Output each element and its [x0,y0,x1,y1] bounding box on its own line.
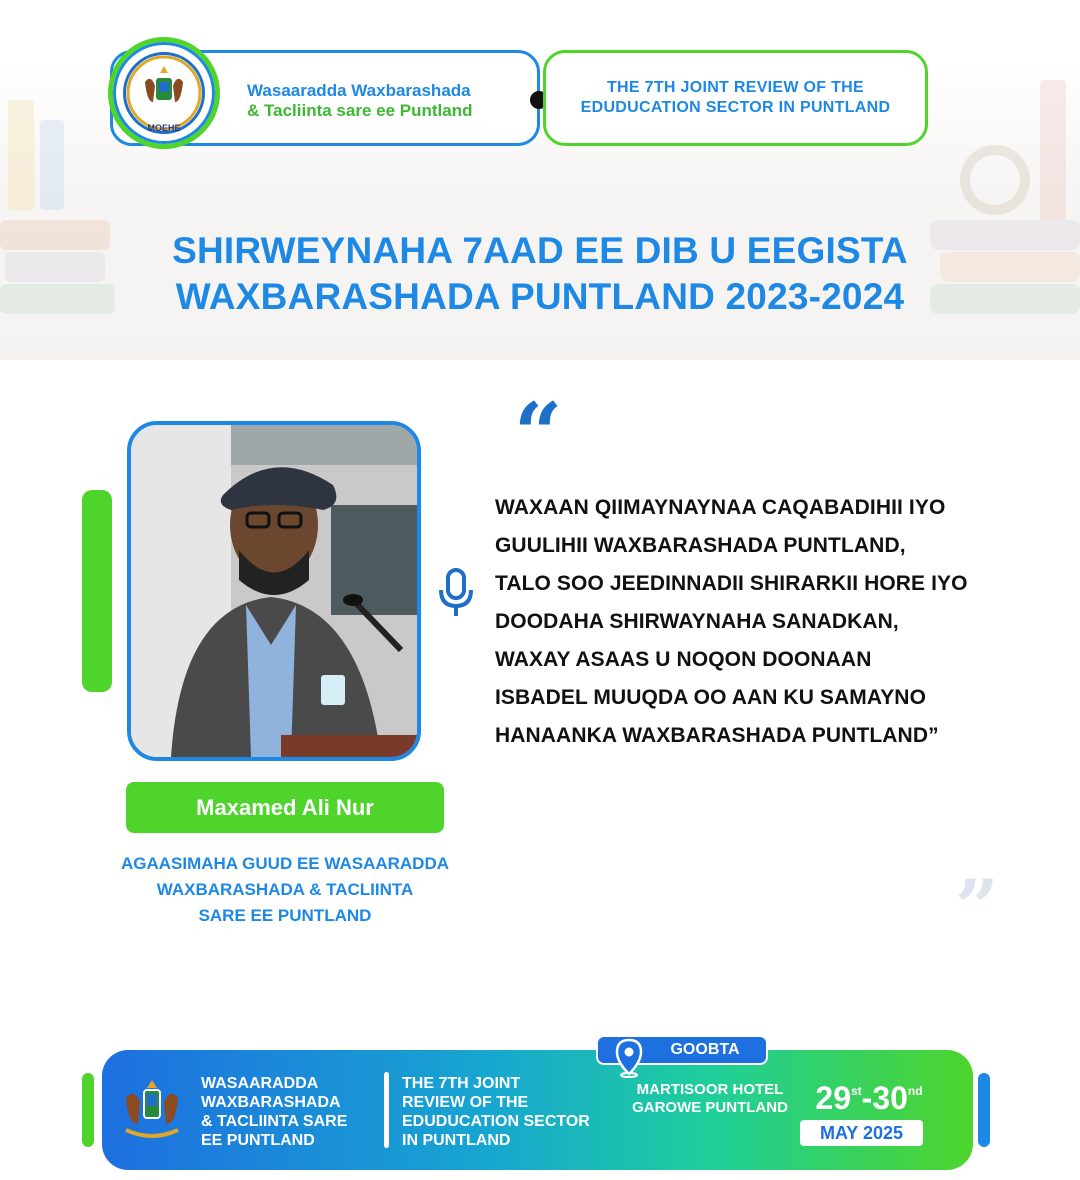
footer-review-line2: REVIEW OF THE [402,1094,529,1111]
month-year-badge [800,1120,923,1146]
date-end-suffix: nd [907,1084,923,1098]
quote-line: DOODAHA SHIRWAYNAHA SANADKAN, [495,610,899,633]
quote-line: WAXAY ASAAS U NOQON DOONAAN [495,648,872,671]
footer-accent-left [82,1073,94,1147]
speaker-name-badge [126,782,444,833]
ministry-name-line2: & Tacliinta sare ee Puntland [247,101,473,120]
quote-line: ISBADEL MUUQDA OO AAN KU SAMAYNO [495,686,927,709]
venue-line1: MARTISOOR HOTEL [636,1081,784,1098]
quote-line: WAXAAN QIIMAYNAYNAA CAQABADIHII IYO [495,496,946,519]
footer-review-line3: EDUDUCATION SECTOR [402,1113,590,1130]
footer-org-line2: WAXBARASHADA [201,1094,341,1111]
speaker-photo [127,421,421,761]
quote-line: HANAANKA WAXBARASHADA PUNTLAND” [495,724,939,747]
location-label: GOOBTA [670,1041,740,1058]
page-title [0,228,1080,320]
speaker-portrait-image [131,425,417,757]
title-line2: WAXBARASHADA PUNTLAND 2023-2024 [175,276,905,317]
footer-org-line3: & TACLIINTA SARE [201,1113,348,1130]
date-separator: - [861,1080,873,1116]
quote-line: TALO SOO JEEDINNADII SHIRARKII HORE IYO [495,572,968,595]
quote-text [495,489,1040,755]
date-start: 29 [815,1080,851,1116]
month-year: MAY 2025 [819,1122,904,1143]
speaker-role [70,851,500,929]
footer-review-line1: THE 7TH JOINT [402,1075,521,1092]
footer-review-line4: IN PUNTLAND [402,1132,511,1149]
review-title-pill [543,50,928,146]
footer-ministry-name [201,1074,381,1150]
coat-of-arms-icon [116,1078,188,1142]
microphone-icon [436,568,476,618]
speaker-name: Maxamed Ali Nur [196,794,374,820]
footer-org-line4: EE PUNTLAND [201,1132,315,1149]
close-quote-mark: ” [955,863,999,952]
speaker-role-line2: WAXBARASHADA & TACLIINTA [156,880,414,899]
ministry-logo [108,37,220,149]
accent-bar [82,490,112,692]
footer-accent-right [978,1073,990,1147]
quote-line: GUULIHII WAXBARASHADA PUNTLAND, [495,534,906,557]
review-title-line2: EDUDUCATION SECTOR IN PUNTLAND [580,99,891,116]
coat-of-arms-icon [123,52,205,134]
ministry-name [247,81,537,121]
ministry-name-line1: Wasaaradda Waxbarashada [247,81,471,100]
footer-banner [102,1050,973,1170]
footer-org-line1: WASAARADDA [201,1075,319,1092]
venue-line2: GAROWE PUNTLAND [632,1099,788,1116]
date-start-suffix: st [851,1084,862,1098]
event-dates [809,1078,929,1125]
speaker-role-line1: AGAASIMAHA GUUD EE WASAARADDA [120,854,450,873]
location-pin-icon [614,1038,644,1078]
footer-divider [384,1072,389,1148]
speaker-role-line3: SARE EE PUNTLAND [198,906,372,925]
date-end: 30 [872,1080,908,1116]
review-title-line1: THE 7TH JOINT REVIEW OF THE [606,79,864,96]
logo-emblem [123,52,205,134]
footer-review-title [402,1074,617,1150]
venue [620,1081,800,1117]
logo-text: MOEHE [147,123,181,133]
open-quote-mark: “ [514,384,563,483]
title-line1: SHIRWEYNAHA 7AAD EE DIB U EEGISTA [172,230,908,271]
